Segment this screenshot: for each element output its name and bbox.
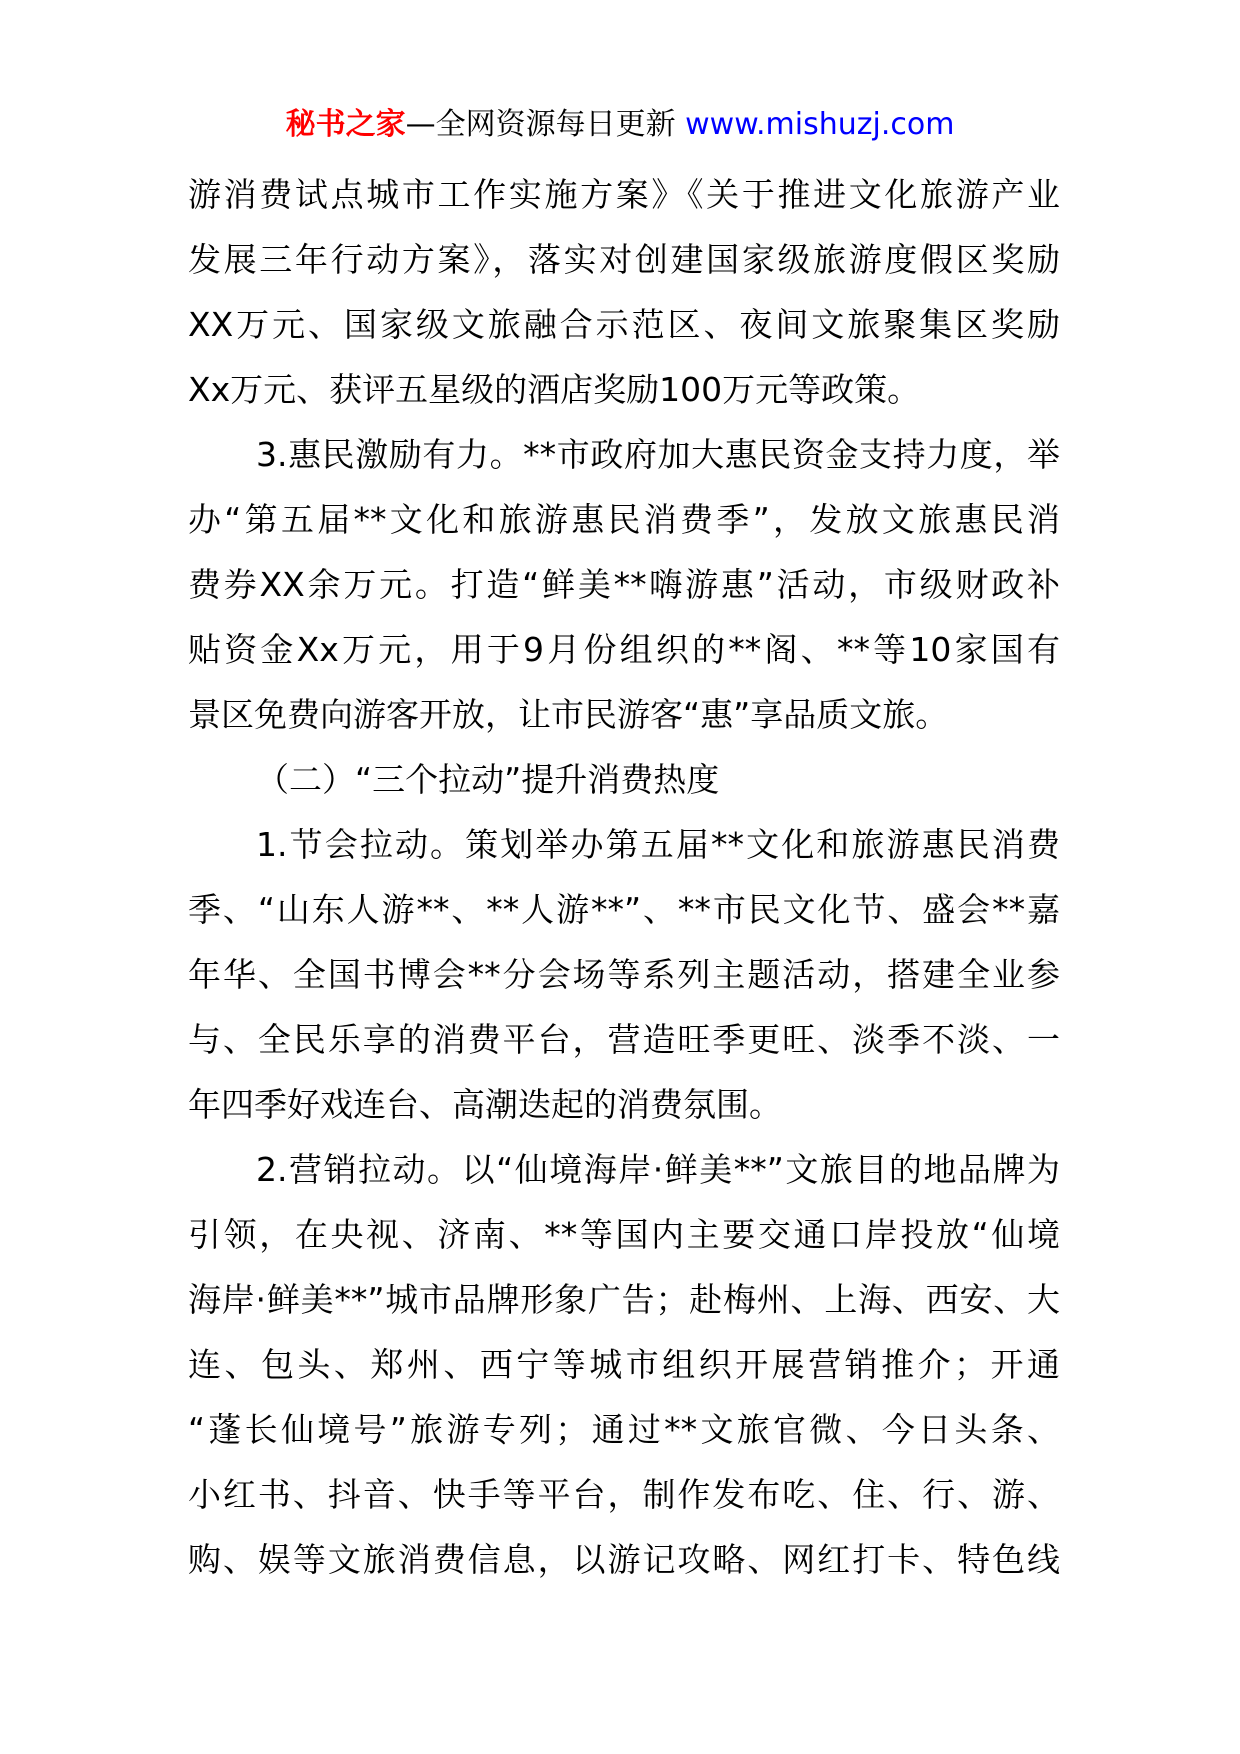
site-brand: 秘书之家 — [285, 107, 406, 142]
text-line: 发展三年行动方案》，落实对创建国家级旅游度假区奖励 — [188, 240, 1060, 279]
section-heading: （二）“三个拉动”提升消费热度 — [256, 760, 720, 799]
site-header — [0, 103, 1240, 147]
text-line: 办“第五届**文化和旅游惠民消费季”，发放文旅惠民消 — [188, 500, 1060, 539]
text-line: 购、娱等文旅消费信息，以游记攻略、网红打卡、特色线 — [188, 1540, 1060, 1579]
text-line: 引领，在央视、济南、**等国内主要交通口岸投放“仙境 — [188, 1215, 1060, 1254]
text-line: XX万元、国家级文旅融合示范区、夜间文旅聚集区奖励 — [188, 305, 1060, 344]
text-line: 游消费试点城市工作实施方案》《关于推进文化旅游产业 — [188, 175, 1060, 214]
text-line: “蓬长仙境号”旅游专列；通过**文旅官微、今日头条、 — [188, 1410, 1060, 1449]
site-tagline: —全网资源每日更新 — [405, 107, 676, 142]
paragraph-heading-1: 1.节会拉动。策划举办第五届**文化和旅游惠民消费 — [256, 825, 1060, 864]
text-line: 费券XX余万元。打造“鲜美**嗨游惠”活动，市级财政补 — [188, 565, 1060, 604]
paragraph-heading-2: 2.营销拉动。以“仙境海岸·鲜美**”文旅目的地品牌为 — [256, 1150, 1060, 1189]
text-line: 海岸·鲜美**”城市品牌形象广告；赴梅州、上海、西安、大 — [188, 1280, 1060, 1319]
text-line: 景区免费向游客开放，让市民游客“惠”享品质文旅。 — [188, 695, 949, 734]
text-line: 与、全民乐享的消费平台，营造旺季更旺、淡季不淡、一 — [188, 1020, 1060, 1059]
text-line: 贴资金Xx万元，用于9月份组织的**阁、**等10家国有 — [188, 630, 1060, 669]
text-line: 小红书、抖音、快手等平台，制作发布吃、住、行、游、 — [188, 1475, 1060, 1514]
text-line: Xx万元、获评五星级的酒店奖励100万元等政策。 — [188, 370, 921, 409]
text-line: 连、包头、郑州、西宁等城市组织开展营销推介；开通 — [188, 1345, 1060, 1384]
document-body — [188, 162, 1060, 1592]
site-url-link[interactable]: www.mishuzj.com — [685, 107, 955, 142]
text-line: 年四季好戏连台、高潮迭起的消费氛围。 — [188, 1085, 782, 1124]
text-line: 年华、全国书博会**分会场等系列主题活动，搭建全业参 — [188, 955, 1060, 994]
paragraph-heading-3: 3.惠民激励有力。**市政府加大惠民资金支持力度，举 — [256, 435, 1060, 474]
text-line: 季、“山东人游**、**人游**”、**市民文化节、盛会**嘉 — [188, 890, 1060, 929]
